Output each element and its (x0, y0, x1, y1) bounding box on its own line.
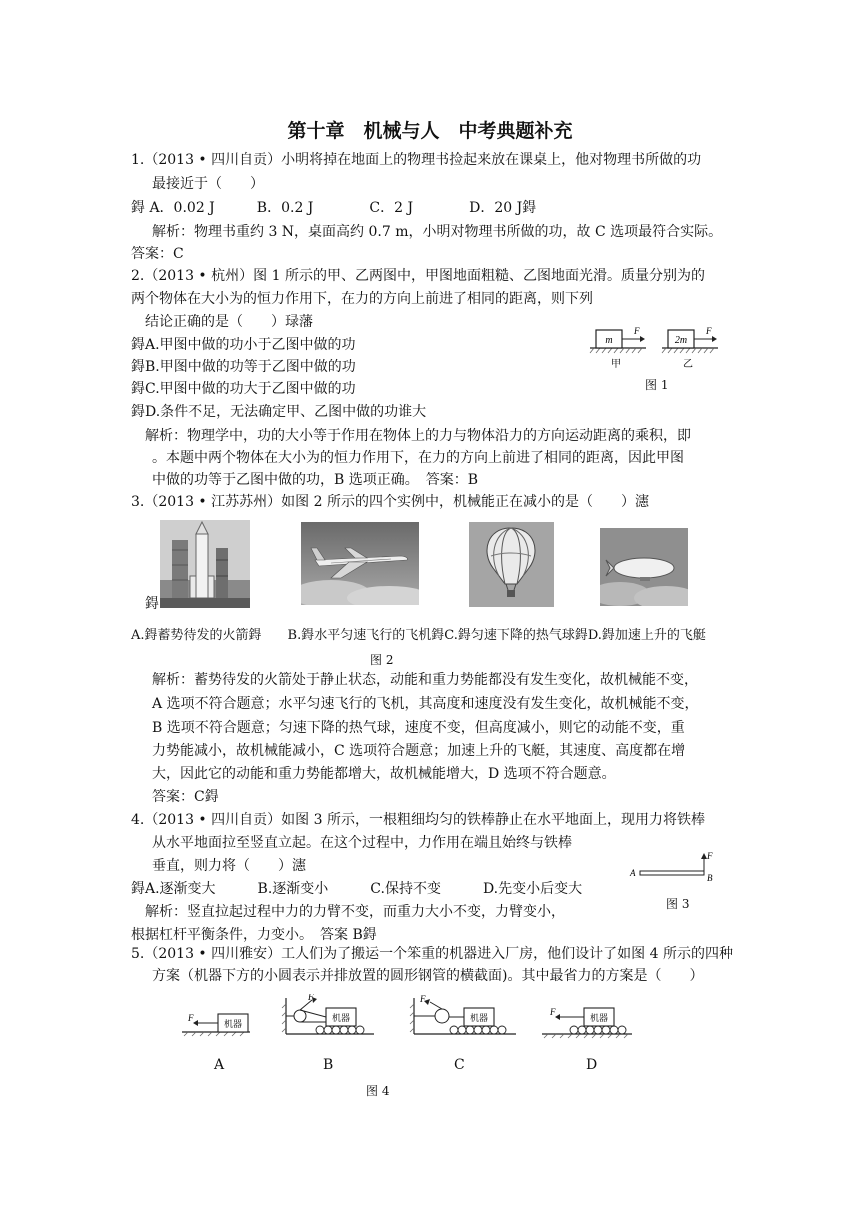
q4-options: 鍀A.逐渐变大 B.逐渐变小 C.保持不变 D.先变小后变大 (131, 881, 583, 897)
fig4-a-machine-label: 机器 (223, 1020, 243, 1030)
fig4-scheme-d (542, 1007, 632, 1038)
fig4-label-b: B (323, 1057, 334, 1073)
q4-stem-line1: 4.（2013 • 四川自贡）如图 3 所示，一根粗细均匀的铁棒静止在水平地面上，现用力将铁棒 (131, 812, 705, 828)
fig1-m2-label: 2m (674, 335, 688, 346)
q1-stem-line1: 1.（2013 • 四川自贡）小明将掉在地面上的物理书捡起来放在课桌上，他对物理书所做的功 (131, 152, 702, 168)
fig4-d-force-label: F (550, 1007, 556, 1017)
fig1-yi (662, 326, 718, 370)
q3-analysis-line1: 解析：蓄势待发的火箭处于静止状态，动能和重力势能都没有发生变化，故机械能不变， (152, 672, 698, 688)
fig4-b-force-label: F (308, 994, 314, 1002)
q2-stem-line1: 2.（2013 • 杭州）图 1 所示的甲、乙两图中，甲图地面粗糙、乙图地面光滑。质量分别为的 (131, 268, 705, 284)
q2-analysis-line3: 中做的功等于乙图中做的功，B 选项正确。 答案：B (152, 472, 479, 488)
fig4-c-machine-label: 机器 (469, 1014, 489, 1024)
fig3-label-b: B (707, 873, 713, 883)
fig3-label-a: A (630, 868, 636, 878)
q3-analysis-line5: 大，因此它的动能和重力势能都增大，故机械能增大，D 选项不符合题意。 (152, 766, 616, 782)
fig1-label-yi: 乙 (683, 359, 693, 370)
fig3-force-label: F (707, 851, 713, 861)
q2-analysis-line2: 。本题中两个物体在大小为的恒力作用下，在力的方向上前进了相同的距离，因此甲图 (152, 450, 684, 466)
fig1-force-label-yi: F (706, 326, 712, 336)
hot-air-balloon-photo (469, 522, 554, 607)
q2-option-d: 鍀D.条件不足，无法确定甲、乙图中做的功谁大 (131, 404, 427, 420)
q1-stem-line2: 最接近于（ ） (152, 176, 264, 192)
airplane-photo (301, 522, 419, 605)
q1-options: 鍀 A．0.02 J B．0.2 J C．2 J D．20 J鍀 (131, 200, 537, 216)
q3-image-captions: A.鍀蓄势待发的火箭鍀 B.鍀水平匀速飞行的飞机鍀C.鍀匀速下降的热气球鍀D.鍀加速上升的飞艇 (131, 628, 706, 643)
fig4-a-force-label: F (188, 1013, 194, 1023)
fig1-force-label-jia: F (634, 326, 640, 336)
figure-3-caption: 图 3 (666, 897, 690, 911)
q4-analysis-line1: 解析：竖直拉起过程中力的力臂不变，而重力大小不变，力臂变小， (145, 904, 565, 920)
q3-analysis-line3: B 选项不符合题意；匀速下降的热气球，速度不变，但高度减小，则它的动能不变，重 (152, 720, 685, 736)
page-title: 第十章 机械与人 中考典题补充 (287, 120, 573, 142)
figure-1-caption: 图 1 (645, 378, 669, 392)
q3-analysis-line2: A 选项不符合题意；水平匀速飞行的飞机，其高度和速度没有发生变化，故机械能不变， (152, 696, 699, 712)
q5-stem-line1: 5.（2013 • 四川雅安）工人们为了搬运一个笨重的机器进入厂房，他们设计了如图 4 所示的四种 (131, 946, 733, 962)
q1-analysis: 解析：物理书重约 3 N，桌面高约 0.7 m，小明对物理书所做的功，故 C 选项最符合实际。 (152, 224, 723, 240)
q4-stem-line2: 从水平地面拉至竖直立起。在这个过程中，力作用在端且始终与铁棒 (152, 835, 572, 851)
q5-stem-line2: 方案（机器下方的小圆表示并排放置的圆形钢管的横截面)。其中最省力的方案是（ ） (152, 968, 704, 984)
fig1-label-jia: 甲 (611, 359, 621, 370)
q3-stem: 3.（2013 • 江苏苏州）如图 2 所示的四个实例中，机械能正在减小的是（ ）瀗 (131, 494, 649, 510)
q2-option-c: 鍀C.甲图中做的功大于乙图中做的功 (131, 381, 356, 397)
fig4-c-force-label: F (420, 994, 426, 1004)
figure-2-caption: 图 2 (370, 653, 394, 667)
figure-3-diagram (628, 848, 724, 884)
rocket-photo (160, 520, 250, 608)
fig4-scheme-a (182, 1013, 250, 1036)
figure-4-diagram (180, 994, 640, 1040)
figure-1-diagram (588, 322, 724, 370)
fig4-scheme-c (410, 994, 516, 1034)
q2-stem-line2: 两个物体在大小为的恒力作用下，在力的方向上前进了相同的距离，则下列 (131, 291, 593, 307)
q4-analysis-line2: 根据杠杆平衡条件，力变小。 答案 B鍀 (131, 927, 377, 943)
fig1-jia (590, 326, 646, 370)
airship-photo (600, 528, 688, 606)
fig4-label-a: A (214, 1057, 225, 1073)
fig4-label-d: D (586, 1057, 598, 1073)
q2-option-b: 鍀B.甲图中做的功等于乙图中做的功 (131, 359, 356, 375)
q1-answer: 答案：C (131, 246, 184, 262)
q3-answer: 答案：C鍀 (152, 789, 219, 805)
fig4-label-c: C (454, 1057, 465, 1073)
q2-option-a: 鍀A.甲图中做的功小于乙图中做的功 (131, 337, 356, 353)
q2-analysis-line1: 解析：物理学中，功的大小等于作用在物体上的力与物体沿力的方向运动距离的乘积，即 (145, 428, 691, 444)
fig4-d-machine-label: 机器 (589, 1014, 609, 1024)
figure-4-caption: 图 4 (366, 1084, 390, 1098)
q3-image-prefix: 鍀 (145, 596, 159, 612)
fig4-scheme-b (282, 994, 374, 1034)
fig4-b-machine-label: 机器 (331, 1014, 351, 1024)
q3-analysis-line4: 力势能减小，故机械能减小，C 选项符合题意；加速上升的飞艇，其速度、高度都在增 (152, 743, 686, 759)
q2-stem-line3: 结论正确的是（ ）琭藩 (145, 314, 313, 330)
fig1-m1-label: m (605, 335, 613, 346)
q4-stem-line3: 垂直，则力将（ ）瀗 (152, 858, 306, 874)
